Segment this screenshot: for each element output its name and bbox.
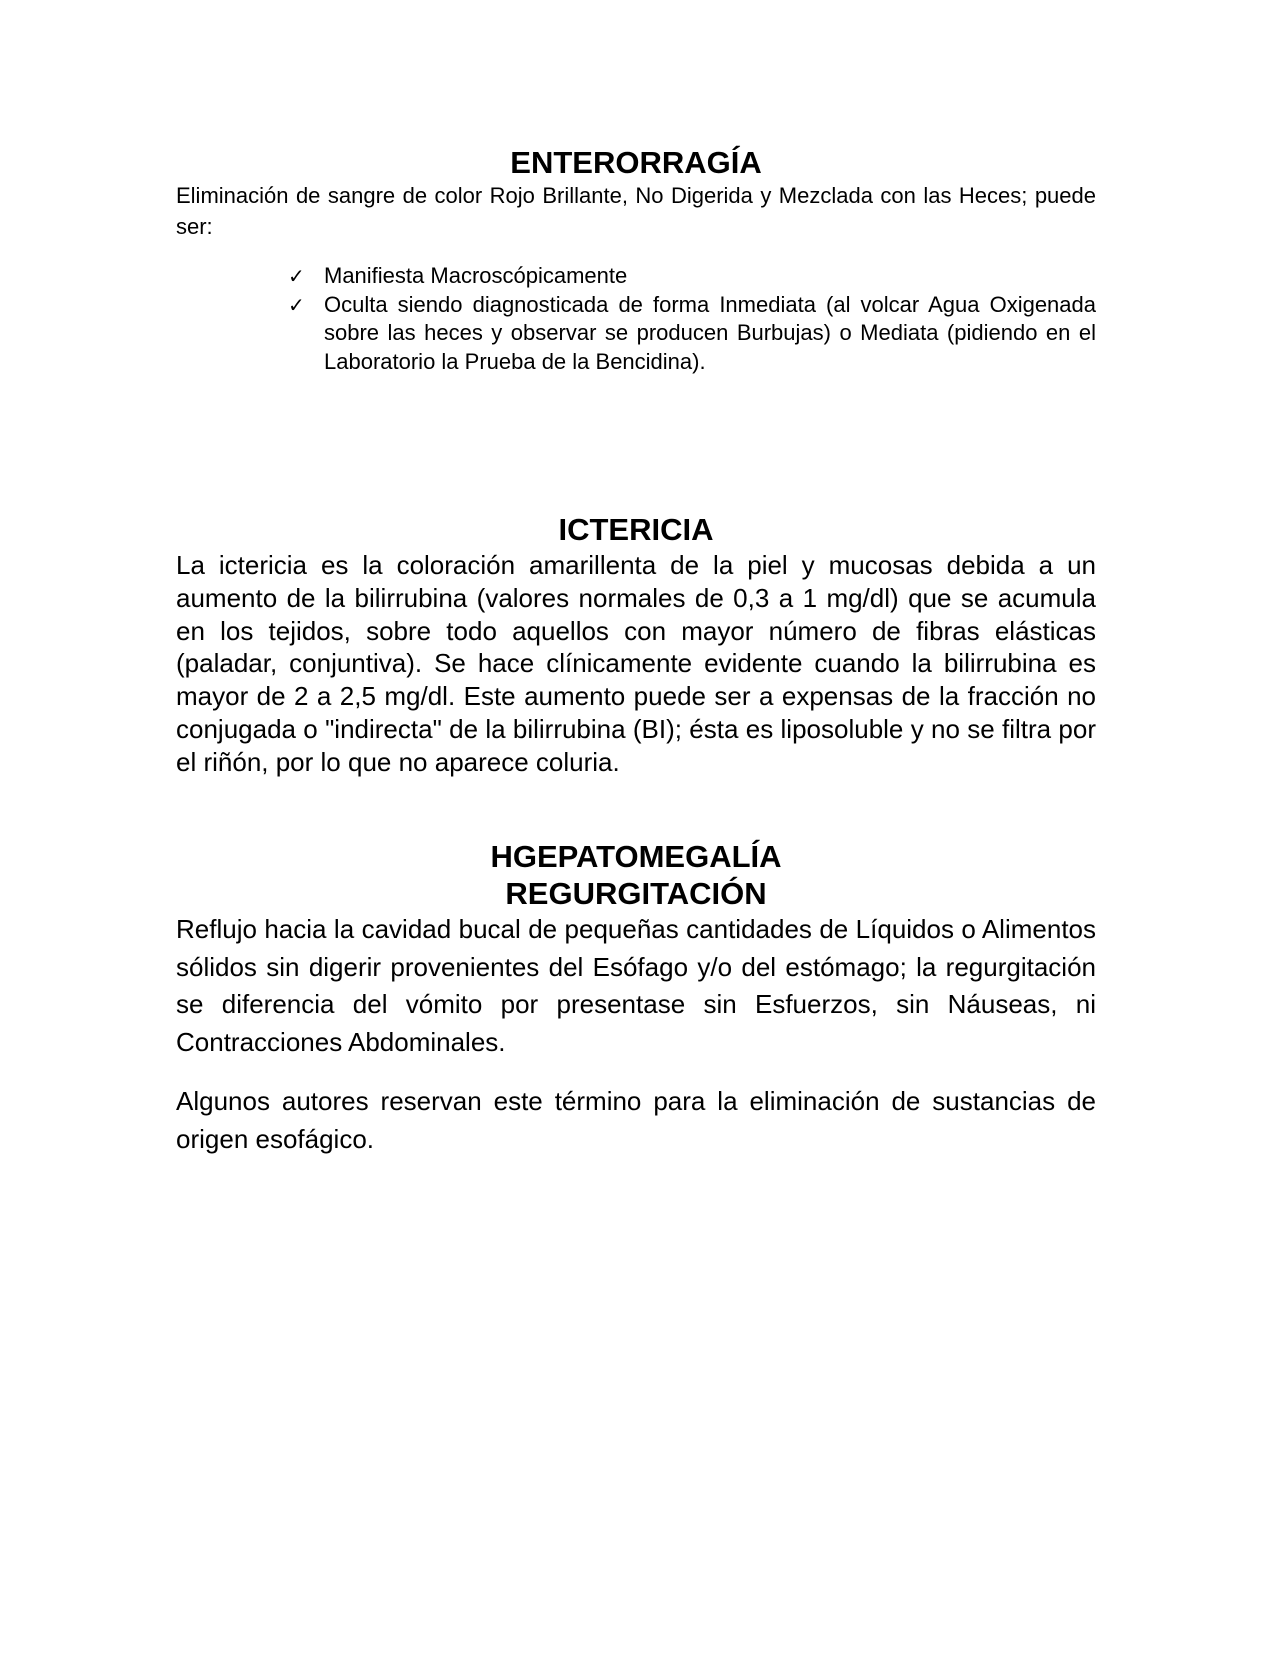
check-icon: ✓ (288, 292, 305, 317)
enterorragia-heading: ENTERORRAGÍA (510, 145, 762, 180)
list-item (288, 262, 1096, 291)
enterorragia-intro: Eliminación de sangre de color Rojo Brillante, No Digerida y Mezclada con las Heces; puede ser: (176, 183, 1096, 239)
regurgitacion-paragraph-2: Algunos autores reservan este término para la eliminación de sustancias de origen esofágico. (176, 1086, 1096, 1154)
regurgitacion-heading: REGURGITACIÓN (505, 876, 767, 911)
ictericia-heading: ICTERICIA (558, 512, 714, 547)
check-icon: ✓ (288, 264, 305, 288)
hepatomegalia-heading: HGEPATOMEGALÍA (490, 839, 782, 874)
list-item (288, 291, 1096, 377)
bullet-text: Oculta siendo diagnosticada de forma Inmediata (al volcar Agua Oxigenada sobre las heces y observar se producen Burbujas) o Mediata (pidiendo en el Laboratorio la Prueba de la Bencidina). (324, 291, 1096, 374)
bullet-text: Manifiesta Macroscópicamente (324, 263, 628, 288)
ictericia-body: La ictericia es la coloración amarillenta de la piel y mucosas debida a un aumento de la bilirrubina (valores normales de 0,3 a 1 mg/dl) que se acumula en los tejidos, sobre todo aquellos con mayor número de fibras elásticas (paladar, conjuntiva). Se hace clínicamente evidente cuando la bilirrubina es mayor de 2 a 2,5 mg/dl. Este aumento puede ser a expensas de la fracción no conjugada o "indirecta" de la bilirrubina (BI); ésta es liposoluble y no se filtra por el riñón, por lo que no aparece coluria. (176, 550, 1096, 777)
enterorragia-bullet-list (288, 262, 1096, 376)
regurgitacion-paragraph-1: Reflujo hacia la cavidad bucal de pequeñas cantidades de Líquidos o Alimentos sólidos sin digerir provenientes del Esófago y/o del estómago; la regurgitación se diferencia del vómito por presentase sin Esfuerzos, sin Náuseas, ni Contracciones Abdominales. (176, 914, 1096, 1057)
